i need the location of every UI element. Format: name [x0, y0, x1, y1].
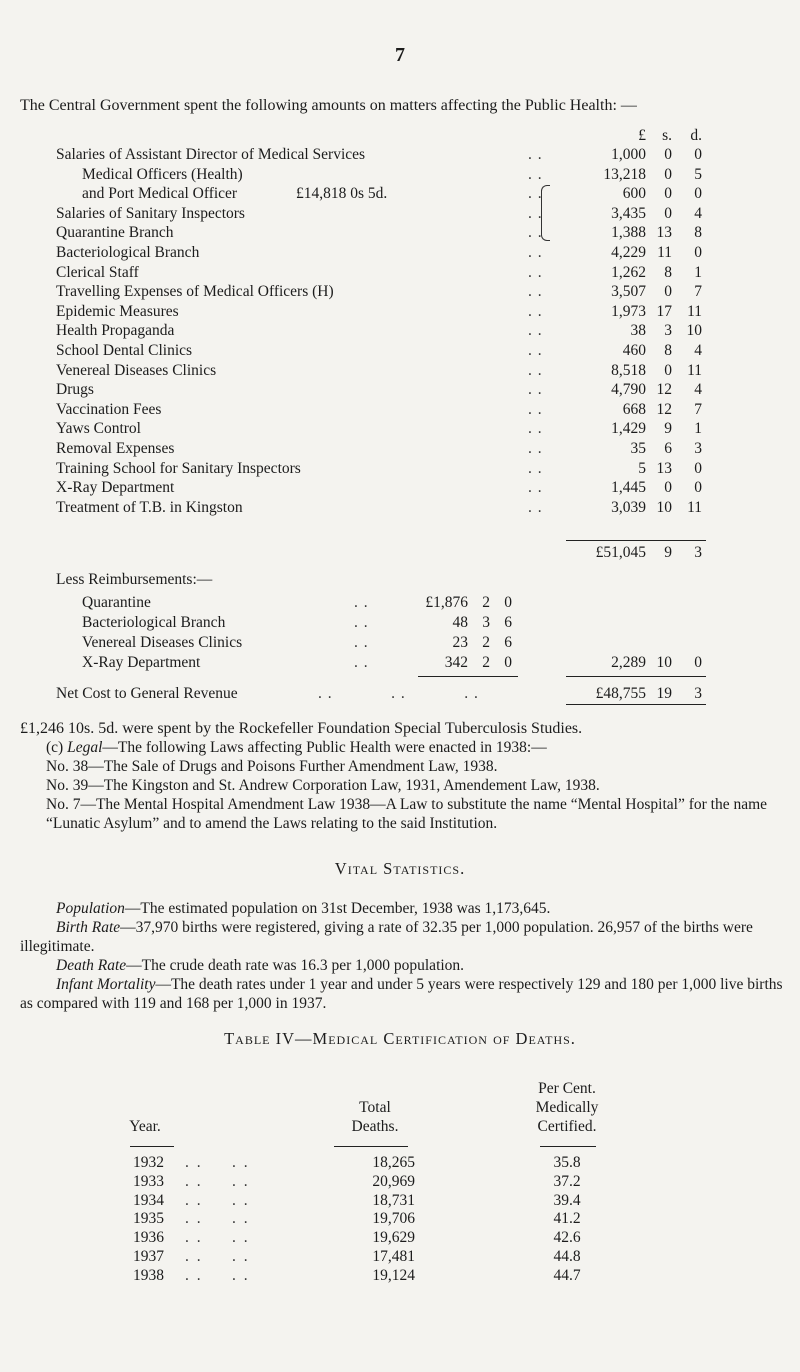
expenditure-row — [0, 321, 800, 341]
amount-pounds: 35 — [630, 440, 646, 457]
table-deaths: 19,629 — [372, 1229, 415, 1247]
expenditure-label: Vaccination Fees — [56, 400, 162, 418]
leader-dots: . . . . — [185, 1266, 250, 1284]
leader-dots: . . — [354, 614, 369, 631]
expenditure-label: Venereal Diseases Clinics — [56, 361, 217, 379]
legal-item: No. 38—The Sale of Drugs and Poisons Further Amendment Law, 1938. — [46, 758, 498, 775]
amount-pence: 1 — [694, 263, 702, 281]
table-row — [0, 1153, 800, 1173]
amount-pence: 4 — [694, 381, 702, 399]
reimbursement-label: Quarantine — [82, 594, 151, 611]
leader-dots: . . — [528, 361, 543, 379]
net-upper-rule — [566, 676, 706, 677]
amount-shillings: 0 — [664, 185, 672, 203]
combined-amount: £14,818 0s 5d. — [296, 185, 388, 203]
leader-dots: . . — [528, 459, 543, 477]
table-deaths: 19,706 — [372, 1210, 415, 1228]
amount-shillings: 12 — [656, 400, 672, 418]
expenditure-label: Treatment of T.B. in Kingston — [56, 498, 243, 516]
leader-dots: . . — [528, 146, 543, 163]
table-percent: 44.8 — [553, 1248, 581, 1265]
reimbursement-shillings: 2 — [482, 654, 490, 671]
table-deaths: 18,265 — [372, 1154, 415, 1171]
leader-dots: . . — [528, 420, 543, 438]
reimbursement-pounds: 48 — [452, 614, 468, 631]
table-percent: 41.2 — [553, 1210, 581, 1228]
expenditure-row — [0, 341, 800, 361]
table-row — [0, 1228, 800, 1248]
amount-pence: 0 — [694, 459, 702, 477]
leader-dots: . . — [528, 224, 543, 242]
legal-heading: Legal — [67, 739, 103, 756]
amount-pence: 8 — [694, 224, 702, 242]
leader-dots: . . . . — [185, 1210, 250, 1228]
leader-dots: . . — [528, 244, 543, 261]
net-pence: 3 — [694, 685, 702, 702]
leader-dots: . . — [528, 165, 543, 183]
medical-officers-brace — [541, 185, 550, 241]
expenditure-row — [0, 165, 800, 185]
leader-dots: . . — [528, 440, 543, 457]
expenditure-label: Yaws Control — [56, 420, 141, 438]
expenditure-label: Drugs — [56, 381, 94, 399]
col-year-header: Year. — [129, 1118, 161, 1135]
reimbursement-total-shillings: 10 — [656, 654, 672, 671]
table-percent: 37.2 — [553, 1172, 581, 1190]
subtotal-pence: 3 — [694, 544, 702, 561]
col-pct-line: Medically — [535, 1099, 599, 1116]
leader-dots: . . — [528, 263, 543, 281]
amount-pence: 7 — [694, 400, 702, 418]
amount-pounds: 1,429 — [611, 420, 646, 438]
amount-pence: 4 — [694, 342, 702, 359]
leader-dots: . . — [354, 634, 369, 651]
table-row — [0, 1209, 800, 1229]
table-year: 1932 — [133, 1154, 164, 1171]
legal-text: —The following Laws affecting Public Health were enacted in 1938:— — [102, 739, 547, 756]
table-year: 1935 — [133, 1210, 164, 1228]
header-shillings: s. — [662, 127, 672, 144]
reimbursement-total-pounds: 2,289 — [611, 654, 646, 671]
expenditure-row — [0, 459, 800, 479]
legal-prefix: (c) — [46, 739, 68, 756]
subtotal-pounds: £51,045 — [595, 544, 646, 561]
amount-shillings: 0 — [664, 146, 672, 163]
amount-pence: 10 — [686, 322, 702, 340]
expenditure-label: Bacteriological Branch — [56, 244, 200, 261]
amount-shillings: 13 — [656, 224, 672, 242]
amount-pounds: 38 — [630, 322, 646, 340]
pct-rule — [540, 1146, 596, 1147]
amount-shillings: 0 — [664, 361, 672, 379]
amount-pence: 11 — [687, 361, 702, 379]
legal-item: No. 39—The Kingston and St. Andrew Corporation Law, 1931, Amendement Law, 1938. — [46, 777, 600, 794]
amount-pounds: 4,229 — [611, 244, 646, 261]
leader-dots: . . — [528, 185, 543, 203]
table-percent: 39.4 — [553, 1191, 581, 1209]
expenditure-row — [0, 145, 800, 165]
table-deaths: 17,481 — [372, 1248, 415, 1265]
amount-shillings: 3 — [664, 322, 672, 340]
birth-rate-paragraph — [20, 918, 784, 956]
reimbursement-pounds: 23 — [452, 634, 468, 651]
col-total-header — [320, 1098, 430, 1136]
expenditure-label: and Port Medical Officer — [82, 185, 238, 203]
leader-dots: . . — [354, 654, 369, 671]
leader-dots: . . — [528, 302, 543, 320]
col-total-line: Deaths. — [351, 1118, 399, 1135]
amount-pounds: 3,507 — [611, 283, 646, 301]
leader-dots: . . . . — [185, 1248, 250, 1265]
amount-pence: 7 — [694, 283, 702, 301]
subtotal-shillings: 9 — [664, 544, 672, 561]
amount-shillings: 0 — [664, 283, 672, 301]
amount-pounds: 13,218 — [603, 165, 646, 183]
amount-shillings: 8 — [664, 342, 672, 359]
table-year: 1933 — [133, 1172, 164, 1190]
amount-pence: 5 — [694, 165, 702, 183]
reimbursement-pence: 6 — [504, 614, 512, 631]
intro-sentence: The Central Government spent the following amounts on matters affecting the Public Health: — — [20, 97, 637, 114]
amount-pence: 1 — [694, 420, 702, 438]
expenditure-label: Removal Expenses — [56, 440, 175, 457]
leader-dots: . . — [354, 594, 369, 611]
reimbursement-pence: 6 — [504, 634, 512, 651]
amount-shillings: 0 — [664, 165, 672, 183]
expenditure-label: Travelling Expenses of Medical Officers (H) — [56, 283, 334, 301]
table-title: Table IV—Medical Certification of Deaths. — [224, 1029, 576, 1048]
table-year: 1934 — [133, 1191, 164, 1209]
expenditure-row — [0, 243, 800, 263]
amount-pounds: 600 — [622, 185, 646, 203]
amount-pence: 4 — [694, 204, 702, 222]
amount-pounds: 1,973 — [611, 302, 646, 320]
expenditure-label: Health Propaganda — [56, 322, 175, 340]
leader-dots: . . . . . . — [318, 685, 479, 702]
reimbursement-pounds: 342 — [444, 654, 468, 671]
amount-pounds: 1,000 — [611, 146, 646, 163]
net-cost-row — [0, 684, 800, 704]
table-percent: 42.6 — [553, 1229, 581, 1247]
table-year: 1937 — [133, 1248, 164, 1265]
birth-rate-heading: Birth Rate — [56, 919, 121, 936]
expenditure-row — [0, 302, 800, 322]
expenditure-label: School Dental Clinics — [56, 342, 193, 359]
expenditure-label: Salaries of Assistant Director of Medical Services — [56, 146, 366, 163]
death-rate-heading: Death Rate — [56, 957, 127, 974]
legal-item: No. 7—The Mental Hospital Amendment Law 1938—A Law to substitute the name “Mental Hospital” for the name “Lunatic Asylum” and to amend the Laws relating to the said Institution. — [46, 796, 768, 832]
amount-shillings: 13 — [656, 459, 672, 477]
col-pct-header — [510, 1079, 624, 1136]
amount-shillings: 12 — [656, 381, 672, 399]
expenditure-row — [0, 184, 800, 204]
subtotal-row — [0, 543, 800, 563]
amount-pounds: 3,435 — [611, 204, 646, 222]
reimbursement-row — [0, 613, 800, 633]
currency-header — [0, 126, 800, 146]
amount-shillings: 6 — [664, 440, 672, 457]
table-year: 1936 — [133, 1229, 164, 1247]
reimbursement-pounds: £1,876 — [425, 594, 468, 611]
table-percent: 44.7 — [553, 1266, 581, 1284]
amount-pounds: 1,388 — [611, 224, 646, 242]
leader-dots: . . . . — [185, 1172, 250, 1190]
subtotal-rule — [566, 540, 706, 541]
net-cost-label: Net Cost to General Revenue — [56, 685, 238, 702]
reimbursement-row — [0, 633, 800, 653]
amount-pence: 0 — [694, 185, 702, 203]
reimbursements-heading: Less Reimbursements:— — [56, 571, 213, 588]
infant-mortality-heading: Infant Mortality — [56, 976, 156, 993]
reimbursement-shillings: 3 — [482, 614, 490, 631]
reimbursement-total-pence: 0 — [694, 654, 702, 671]
table-row — [0, 1266, 800, 1286]
amount-shillings: 0 — [664, 204, 672, 222]
year-rule — [130, 1146, 174, 1147]
total-rule — [334, 1146, 408, 1147]
expenditure-label: Medical Officers (Health) — [82, 165, 243, 183]
rockefeller-note: £1,246 10s. 5d. were spent by the Rockefeller Foundation Special Tuberculosis Studies. — [20, 720, 583, 737]
reimbursement-shillings: 2 — [482, 634, 490, 651]
table-percent: 35.8 — [553, 1154, 581, 1171]
reimbursement-label: X-Ray Department — [82, 654, 201, 671]
expenditure-row — [0, 498, 800, 518]
reimbursement-row — [0, 653, 800, 673]
net-pounds: £48,755 — [595, 685, 646, 702]
leader-dots: . . — [528, 204, 543, 222]
table-deaths: 18,731 — [372, 1191, 415, 1209]
amount-shillings: 9 — [664, 420, 672, 438]
population-text: —The estimated population on 31st December, 1938 was 1,173,645. — [124, 900, 551, 917]
expenditure-row — [0, 282, 800, 302]
leader-dots: . . . . — [185, 1154, 250, 1171]
expenditure-label: X-Ray Department — [56, 479, 175, 497]
header-pence: d. — [690, 127, 702, 144]
expenditure-label: Training School for Sanitary Inspectors — [56, 459, 301, 477]
table-row — [0, 1191, 800, 1211]
header-pounds: £ — [638, 127, 646, 144]
amount-shillings: 10 — [656, 498, 672, 516]
leader-dots: . . . . — [185, 1229, 250, 1247]
expenditure-label: Salaries of Sanitary Inspectors — [56, 204, 245, 222]
population-heading: Population — [56, 900, 125, 917]
amount-pounds: 1,262 — [611, 263, 646, 281]
reimbursement-pence: 0 — [504, 654, 512, 671]
leader-dots: . . — [528, 400, 543, 418]
amount-shillings: 11 — [657, 244, 672, 261]
expenditure-row — [0, 204, 800, 224]
birth-rate-text: —37,970 births were registered, giving a rate of 32.35 per 1,000 population. 26,957 of the births were illegitimate. — [20, 919, 753, 955]
leader-dots: . . — [528, 498, 543, 516]
col-total-line: Total — [359, 1099, 391, 1116]
table-row — [0, 1247, 800, 1267]
legal-intro — [46, 738, 800, 757]
leader-dots: . . . . — [185, 1191, 250, 1209]
vital-statistics-heading: Vital Statistics. — [334, 859, 466, 878]
amount-pence: 0 — [694, 244, 702, 261]
table-deaths: 20,969 — [372, 1172, 415, 1190]
net-shillings: 19 — [656, 685, 672, 702]
reimbursement-shillings: 2 — [482, 594, 490, 611]
amount-pounds: 5 — [638, 459, 646, 477]
expenditure-row — [0, 380, 800, 400]
amount-pence: 3 — [694, 440, 702, 457]
table-row — [0, 1172, 800, 1192]
amount-pounds: 668 — [622, 400, 646, 418]
amount-pounds: 8,518 — [611, 361, 646, 379]
expenditure-label: Clerical Staff — [56, 263, 139, 281]
leader-dots: . . — [528, 381, 543, 399]
col-pct-line: Certified. — [537, 1118, 597, 1135]
expenditure-row — [0, 223, 800, 243]
death-rate-paragraph — [20, 956, 780, 975]
table-deaths: 19,124 — [372, 1266, 415, 1284]
leader-dots: . . — [528, 479, 543, 497]
infant-mortality-paragraph — [20, 975, 784, 1013]
expenditure-row — [0, 478, 800, 498]
expenditure-row — [0, 419, 800, 439]
amount-pounds: 3,039 — [611, 498, 646, 516]
amount-pence: 11 — [687, 302, 702, 320]
col-pct-line: Per Cent. — [538, 1080, 596, 1097]
table-year: 1938 — [133, 1266, 164, 1284]
amount-shillings: 8 — [664, 263, 672, 281]
amount-pence: 0 — [694, 479, 702, 497]
reimbursement-pence: 0 — [504, 594, 512, 611]
expenditure-label: Quarantine Branch — [56, 224, 174, 242]
expenditure-row — [0, 400, 800, 420]
expenditure-label: Epidemic Measures — [56, 302, 179, 320]
reimbursements-heading-row — [0, 570, 800, 590]
reimbursement-rule — [418, 676, 518, 677]
leader-dots: . . — [528, 322, 543, 340]
amount-pounds: 460 — [622, 342, 646, 359]
amount-shillings: 0 — [664, 479, 672, 497]
leader-dots: . . — [528, 342, 543, 359]
amount-pence: 0 — [694, 146, 702, 163]
amount-pounds: 4,790 — [611, 381, 646, 399]
expenditure-row — [0, 361, 800, 381]
expenditure-row — [0, 439, 800, 459]
death-rate-text: —The crude death rate was 16.3 per 1,000 population. — [126, 957, 465, 974]
page-number: 7 — [395, 44, 405, 66]
reimbursement-row — [0, 593, 800, 613]
population-paragraph — [20, 899, 780, 918]
amount-pounds: 1,445 — [611, 479, 646, 497]
expenditure-row — [0, 263, 800, 283]
reimbursement-label: Venereal Diseases Clinics — [82, 634, 243, 651]
leader-dots: . . — [528, 283, 543, 301]
infant-mortality-text: —The death rates under 1 year and under 5 years were respectively 129 and 180 per 1,000 live births as compared with 119 and 168 per 1,000 in 1937. — [20, 976, 783, 1012]
net-lower-rule — [566, 704, 706, 705]
reimbursement-label: Bacteriological Branch — [82, 614, 226, 631]
amount-pence: 11 — [687, 498, 702, 516]
amount-shillings: 17 — [656, 302, 672, 320]
